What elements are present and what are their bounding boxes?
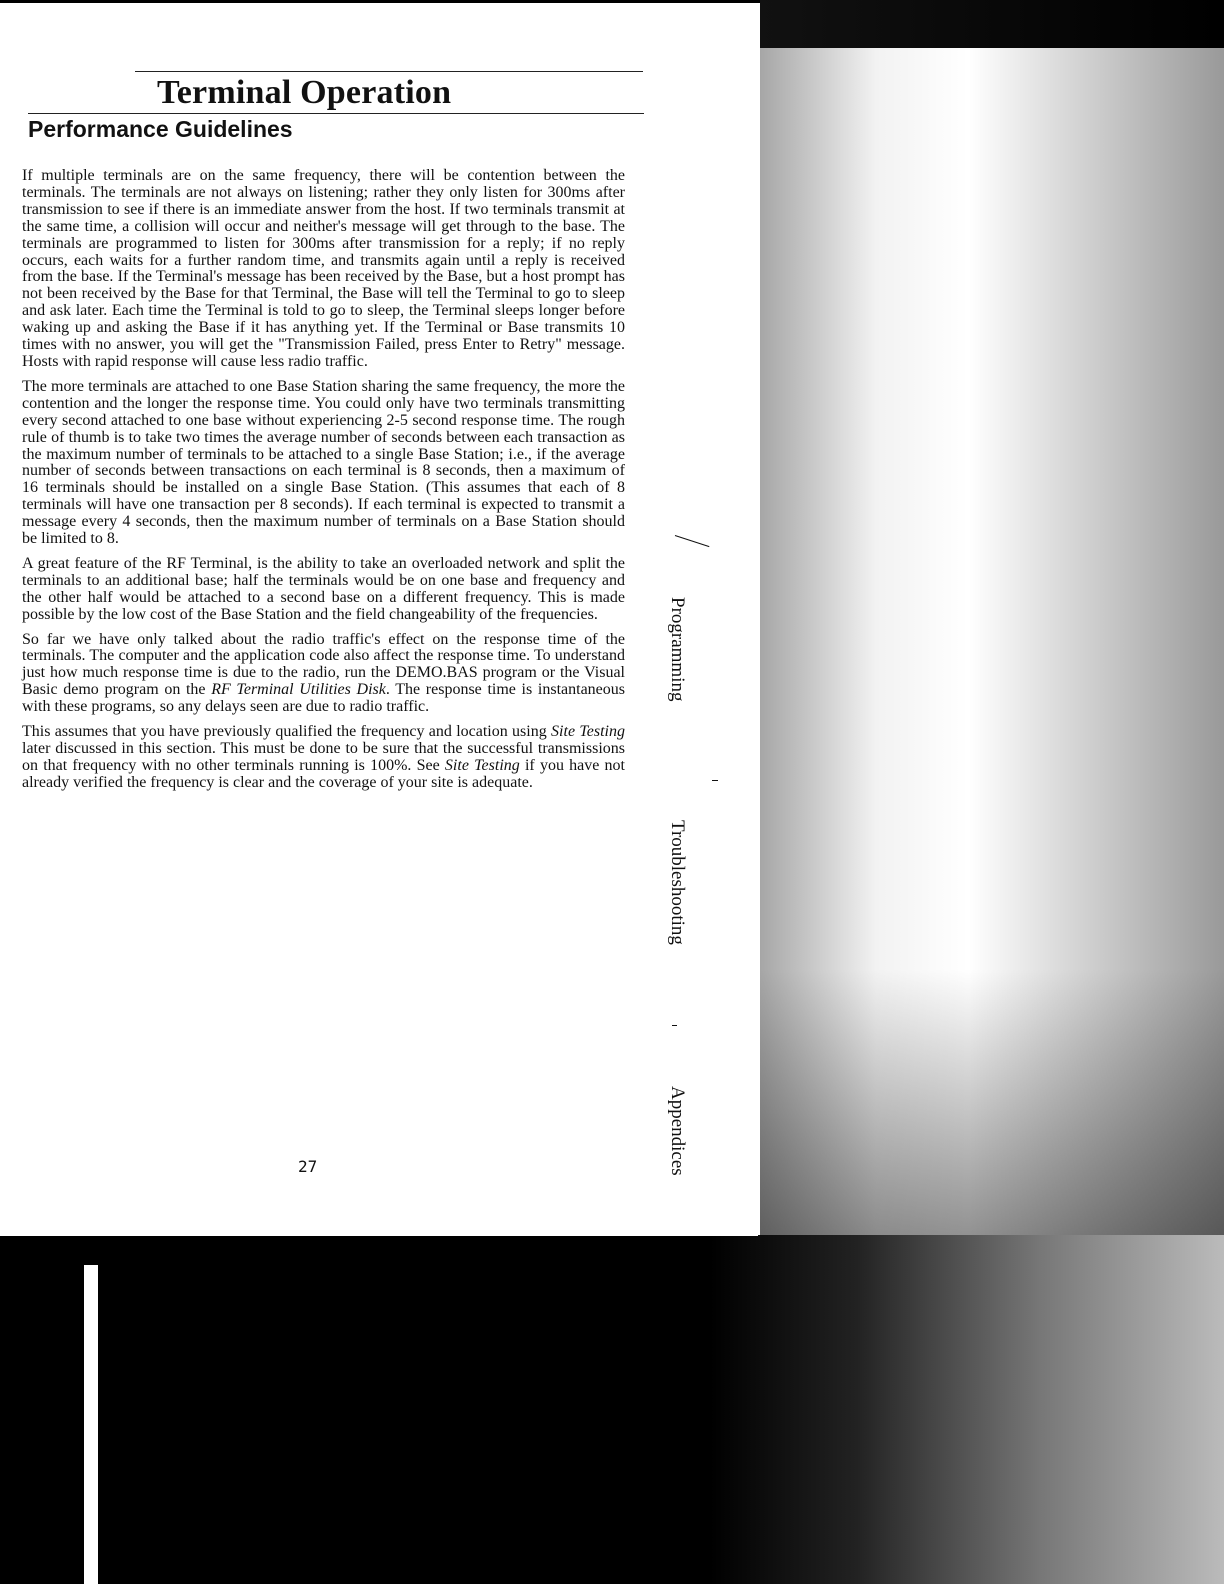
tab-divider-mark — [675, 535, 710, 547]
scan-bottom-shadow — [0, 1235, 1224, 1584]
paragraph-1: If multiple terminals are on the same frequency, there will be contention between the terminals. The terminals are not always on listening; rather they only listen for 300ms after transmission to see if there is an immediate answer from the host. If two terminals transmit at the same time, a collision will occur and neither's message will get through to the base. The terminals are programmed to listen for 300ms after transmission for a reply; if no reply occurs, each waits for a further random time, and transmits again until a reply is received from the base. If the Terminal's message has been received by the Base, but a host prompt has not been received by the Base for that Terminal, the Base will tell the Terminal to go to sleep and ask later. Each time the Terminal is told to go to sleep, the Terminal sleeps longer before waking up and asking the Base if it has anything yet. If the Terminal or Base transmits 10 times with no answer, you will get the "Transmission Failed, press Enter to Retry" message. Hosts with rapid response will cause less radio traffic. — [22, 167, 625, 370]
tab-divider-mark — [672, 1025, 677, 1026]
scan-white-strip — [84, 1265, 98, 1584]
header-rule-bottom — [28, 113, 644, 114]
paragraph-4 — [22, 632, 625, 717]
body-text — [22, 168, 625, 800]
paragraph-5-text-b: later discussed in this section. This must be done to be sure that the successful transmissions on that frequency with no other terminals running is 100%. See — [22, 740, 625, 774]
header-rule-top — [135, 71, 643, 72]
paragraph-5-text-c: if you have not already verified the frequency is clear and the coverage of your site is adequate. — [22, 756, 625, 791]
chapter-title: Terminal Operation — [157, 74, 452, 111]
paragraph-3: A great feature of the RF Terminal, is the ability to take an overloaded network and split the terminals to an additional base; half the terminals would be on one base and frequency and the other half would be attached to a second base on a different frequency. This is made possible by the low cost of the Base Station and the field changeability of the frequencies. — [22, 554, 625, 623]
tab-programming: Programming — [667, 597, 688, 702]
tab-appendices: Appendices — [667, 1086, 688, 1176]
paragraph-4-text-b: . The response time is instantaneous with these programs, so any delays seen are due to radio traffic. — [22, 681, 625, 716]
paragraph-5-emphasis-2: Site Testing — [444, 756, 520, 774]
tab-troubleshooting: Troubleshooting — [667, 820, 688, 945]
page-number: 27 — [298, 1157, 318, 1176]
paragraph-5 — [22, 724, 625, 792]
manual-page — [0, 40, 758, 1236]
paragraph-4-emphasis: RF Terminal Utilities Disk — [211, 681, 386, 699]
paragraph-5-text-a: This assumes that you have previously qualified the frequency and location using — [22, 723, 552, 741]
tab-divider-mark — [712, 780, 718, 781]
paragraph-4-text-a: So far we have only talked about the radio traffic's effect on the response time of the terminals. The computer and the application code also affect the response time. To understand just how much response time is due to the radio, run the DEMO.BAS program or the Visual Basic demo program on the — [22, 630, 625, 699]
section-title: Performance Guidelines — [28, 116, 293, 142]
paragraph-5-emphasis-1: Site Testing — [551, 723, 626, 741]
paragraph-2: The more terminals are attached to one Base Station sharing the same frequency, the more the contention and the longer the response time. You could only have two terminals transmitting every second attached to one base without experiencing 2-5 second response time. The rough rule of thumb is to take two times the average number of seconds between each transaction as the maximum number of terminals to be attached to a single Base Station; i.e., if the average number of seconds between transactions on each terminal is 8 seconds, then a maximum of 16 terminals should be installed on a single Base Station. (This assumes that each of 8 terminals will have one transaction per 8 seconds). If each terminal is expected to transmit a message every 4 seconds, then the maximum number of terminals on a Base Station should be limited to 8. — [22, 377, 625, 548]
